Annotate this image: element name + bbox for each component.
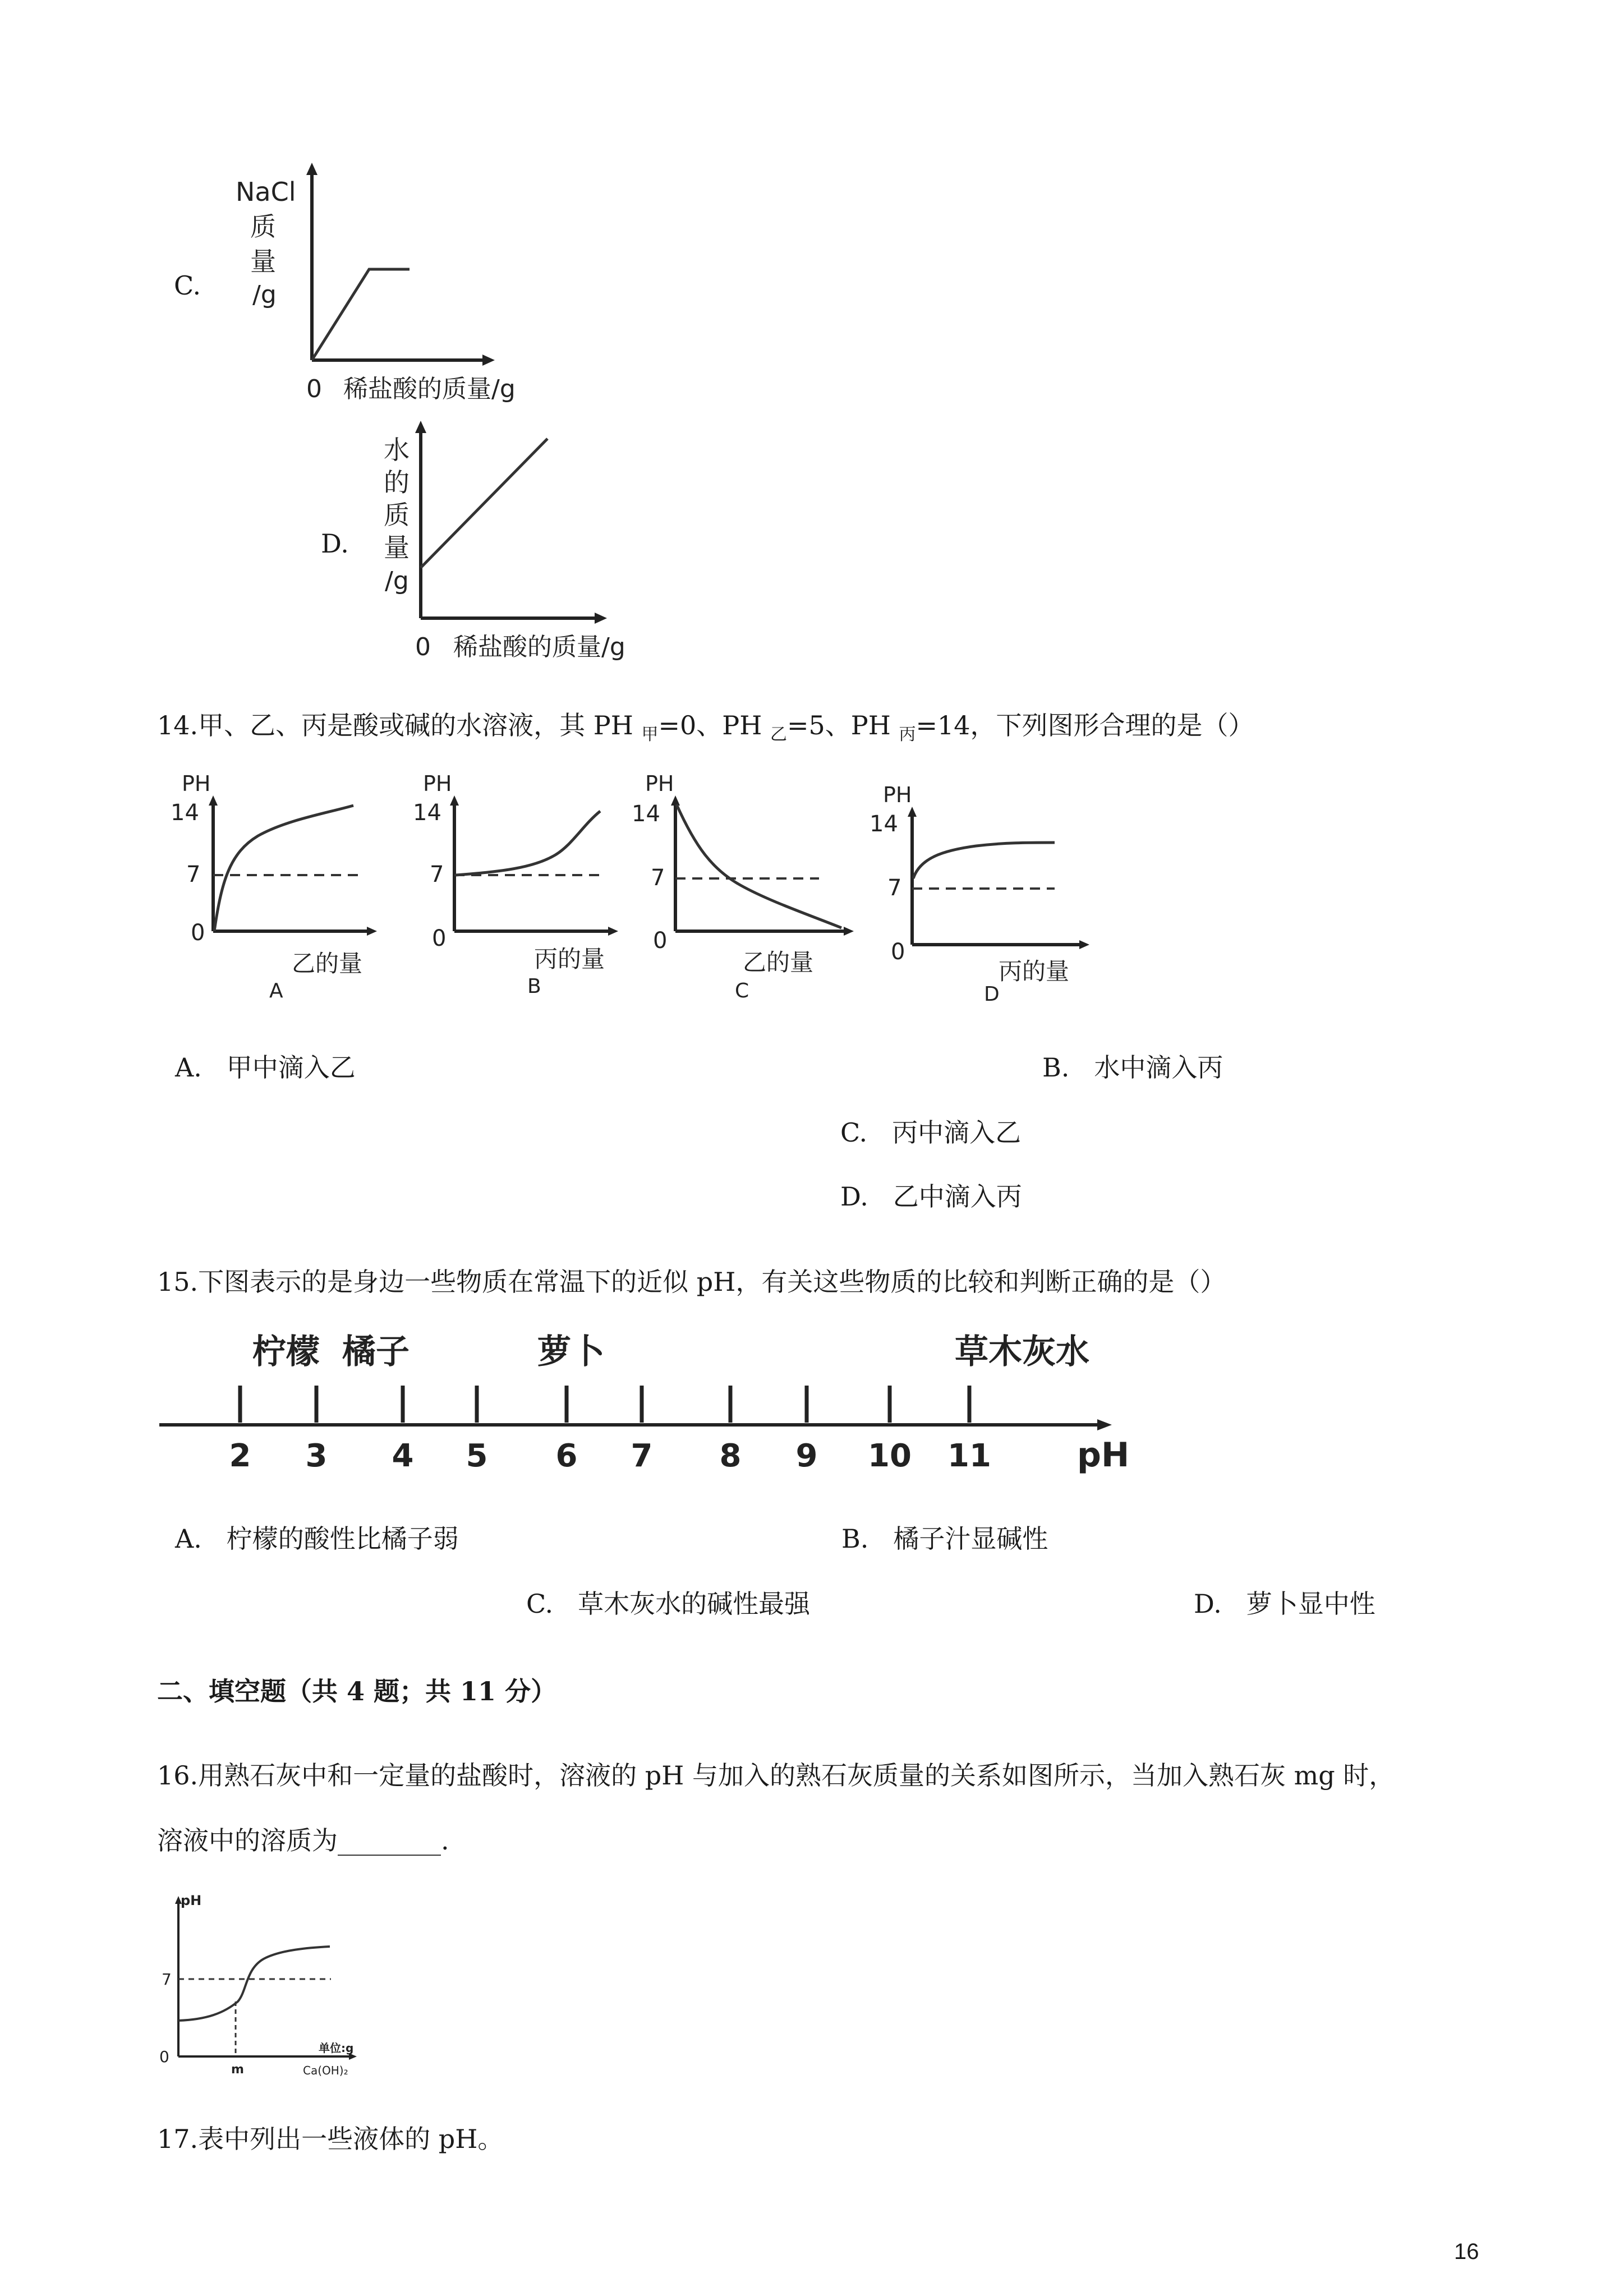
svg-text:单位:g: 单位:g [319,2041,354,2055]
svg-text:7: 7 [162,1970,172,1989]
ph-tick-label-4: 4 [392,1438,414,1474]
q13-chart-c [224,163,572,409]
svg-text:PH: PH [883,783,912,807]
q13-c-ylabel-0: NaCl [236,177,296,207]
q13-c-ylabel-2: 量 [250,246,276,277]
q14-option-d[interactable]: D. 乙中滴入丙 [840,1181,1022,1212]
q14-chart-a [163,769,398,1004]
q13-d-ylabel-2: 质 [384,500,410,530]
q13-d-ylabel-3: 量 [384,532,410,563]
svg-text:乙的量: 乙的量 [743,949,814,976]
q14-chart-c [628,769,864,1004]
substance-radish: 萝卜 [537,1332,605,1372]
q16-line-1: 16.用熟石灰中和一定量的盐酸时，溶液的 pH 与加入的熟石灰质量的关系如图所示，当加入熟石灰 mg 时， [157,1760,1395,1791]
svg-text:D: D [984,983,1000,1006]
q16-chart [151,1890,443,2092]
q14-option-a[interactable]: A. 甲中滴入乙 [175,1052,356,1083]
svg-text:丙的量: 丙的量 [999,958,1070,985]
q13-d-ylabel-0: 水 [384,435,410,465]
svg-text:C: C [735,979,749,1002]
q13-chart-d [376,421,724,668]
svg-text:0: 0 [653,928,668,954]
svg-text:14: 14 [413,800,441,826]
svg-text:PH: PH [645,771,674,796]
q15-stem: 15.下图表示的是身边一些物质在常温下的近似 pH，有关这些物质的比较和判断正确的是（） [157,1267,1226,1297]
q15-option-a[interactable]: A. 柠檬的酸性比橘子弱 [175,1524,459,1554]
q13-option-c-label: C. [174,270,201,301]
svg-text:丙的量: 丙的量 [534,945,605,973]
q13-d-ylabel-4: /g [385,567,409,595]
svg-text:PH: PH [182,771,211,796]
svg-text:B: B [527,975,541,998]
svg-text:pH: pH [181,1893,202,1908]
svg-text:A: A [269,979,283,1002]
q13-c-xlabel: 稀盐酸的质量/g [343,375,516,403]
svg-text:14: 14 [632,801,660,827]
svg-text:Ca(OH)₂: Ca(OH)₂ [303,2064,348,2077]
q13-option-d-label: D. [321,528,349,559]
q13-c-origin: 0 [306,375,322,403]
q14-option-c[interactable]: C. 丙中滴入乙 [840,1117,1022,1148]
q14-option-b[interactable]: B. 水中滴入丙 [1042,1052,1223,1083]
svg-text:0: 0 [159,2047,169,2066]
q15-ph-scale [157,1329,1133,1487]
q13-d-ylabel-1: 的 [384,467,410,498]
svg-text:m: m [231,2063,244,2077]
page-number: 16 [1454,2239,1479,2264]
svg-text:14: 14 [171,800,199,826]
q16-line-2: 溶液中的溶质为________. [157,1825,449,1856]
substance-orange: 橘子 [342,1332,410,1372]
q14-chart-d [864,780,1099,1015]
ph-tick-label-11: 11 [947,1438,991,1474]
ph-tick-label-8: 8 [719,1438,742,1474]
substance-plant-ash-water: 草木灰水 [955,1332,1089,1372]
svg-text:0: 0 [891,939,905,965]
q13-c-ylabel-1: 质 [250,211,276,242]
substance-lemon: 柠檬 [252,1332,320,1372]
section-title: 二、填空题（共 4 题；共 11 分） [157,1676,557,1706]
q14-stem: 14.甲、乙、丙是酸或碱的水溶液，其 PH $_甲$=0、PH $_乙$=5、PH $_丙$=14，下列图形合理的是（） [157,710,1254,745]
q15-option-b[interactable]: B. 橘子汁显碱性 [841,1524,1048,1554]
svg-text:7: 7 [887,875,902,901]
svg-text:14: 14 [869,811,898,837]
q13-c-ylabel-3: /g [252,280,277,309]
q13-d-xlabel: 稀盐酸的质量/g [453,633,625,661]
ph-tick-label-3: 3 [305,1438,328,1474]
svg-text:PH: PH [423,771,452,796]
ph-tick-label-6: 6 [555,1438,578,1474]
ph-tick-label-7: 7 [631,1438,653,1474]
ph-tick-label-2: 2 [229,1438,251,1474]
q14-chart-b [410,769,645,1004]
svg-text:7: 7 [430,862,444,887]
q13-d-origin: 0 [415,633,431,661]
svg-text:乙的量: 乙的量 [292,950,363,977]
svg-text:0: 0 [191,920,205,946]
q15-option-c[interactable]: C. 草木灰水的碱性最强 [526,1589,811,1619]
ph-axis-label: pH [1077,1435,1130,1475]
svg-text:0: 0 [432,926,447,951]
ph-tick-label-10: 10 [868,1438,912,1474]
q15-option-d[interactable]: D. 萝卜显中性 [1194,1589,1375,1619]
svg-text:7: 7 [651,865,665,891]
q17-stem: 17.表中列出一些液体的 pH。 [157,2124,504,2154]
ph-tick-label-5: 5 [466,1438,488,1474]
ph-tick-label-9: 9 [795,1438,818,1474]
svg-text:7: 7 [186,862,201,887]
